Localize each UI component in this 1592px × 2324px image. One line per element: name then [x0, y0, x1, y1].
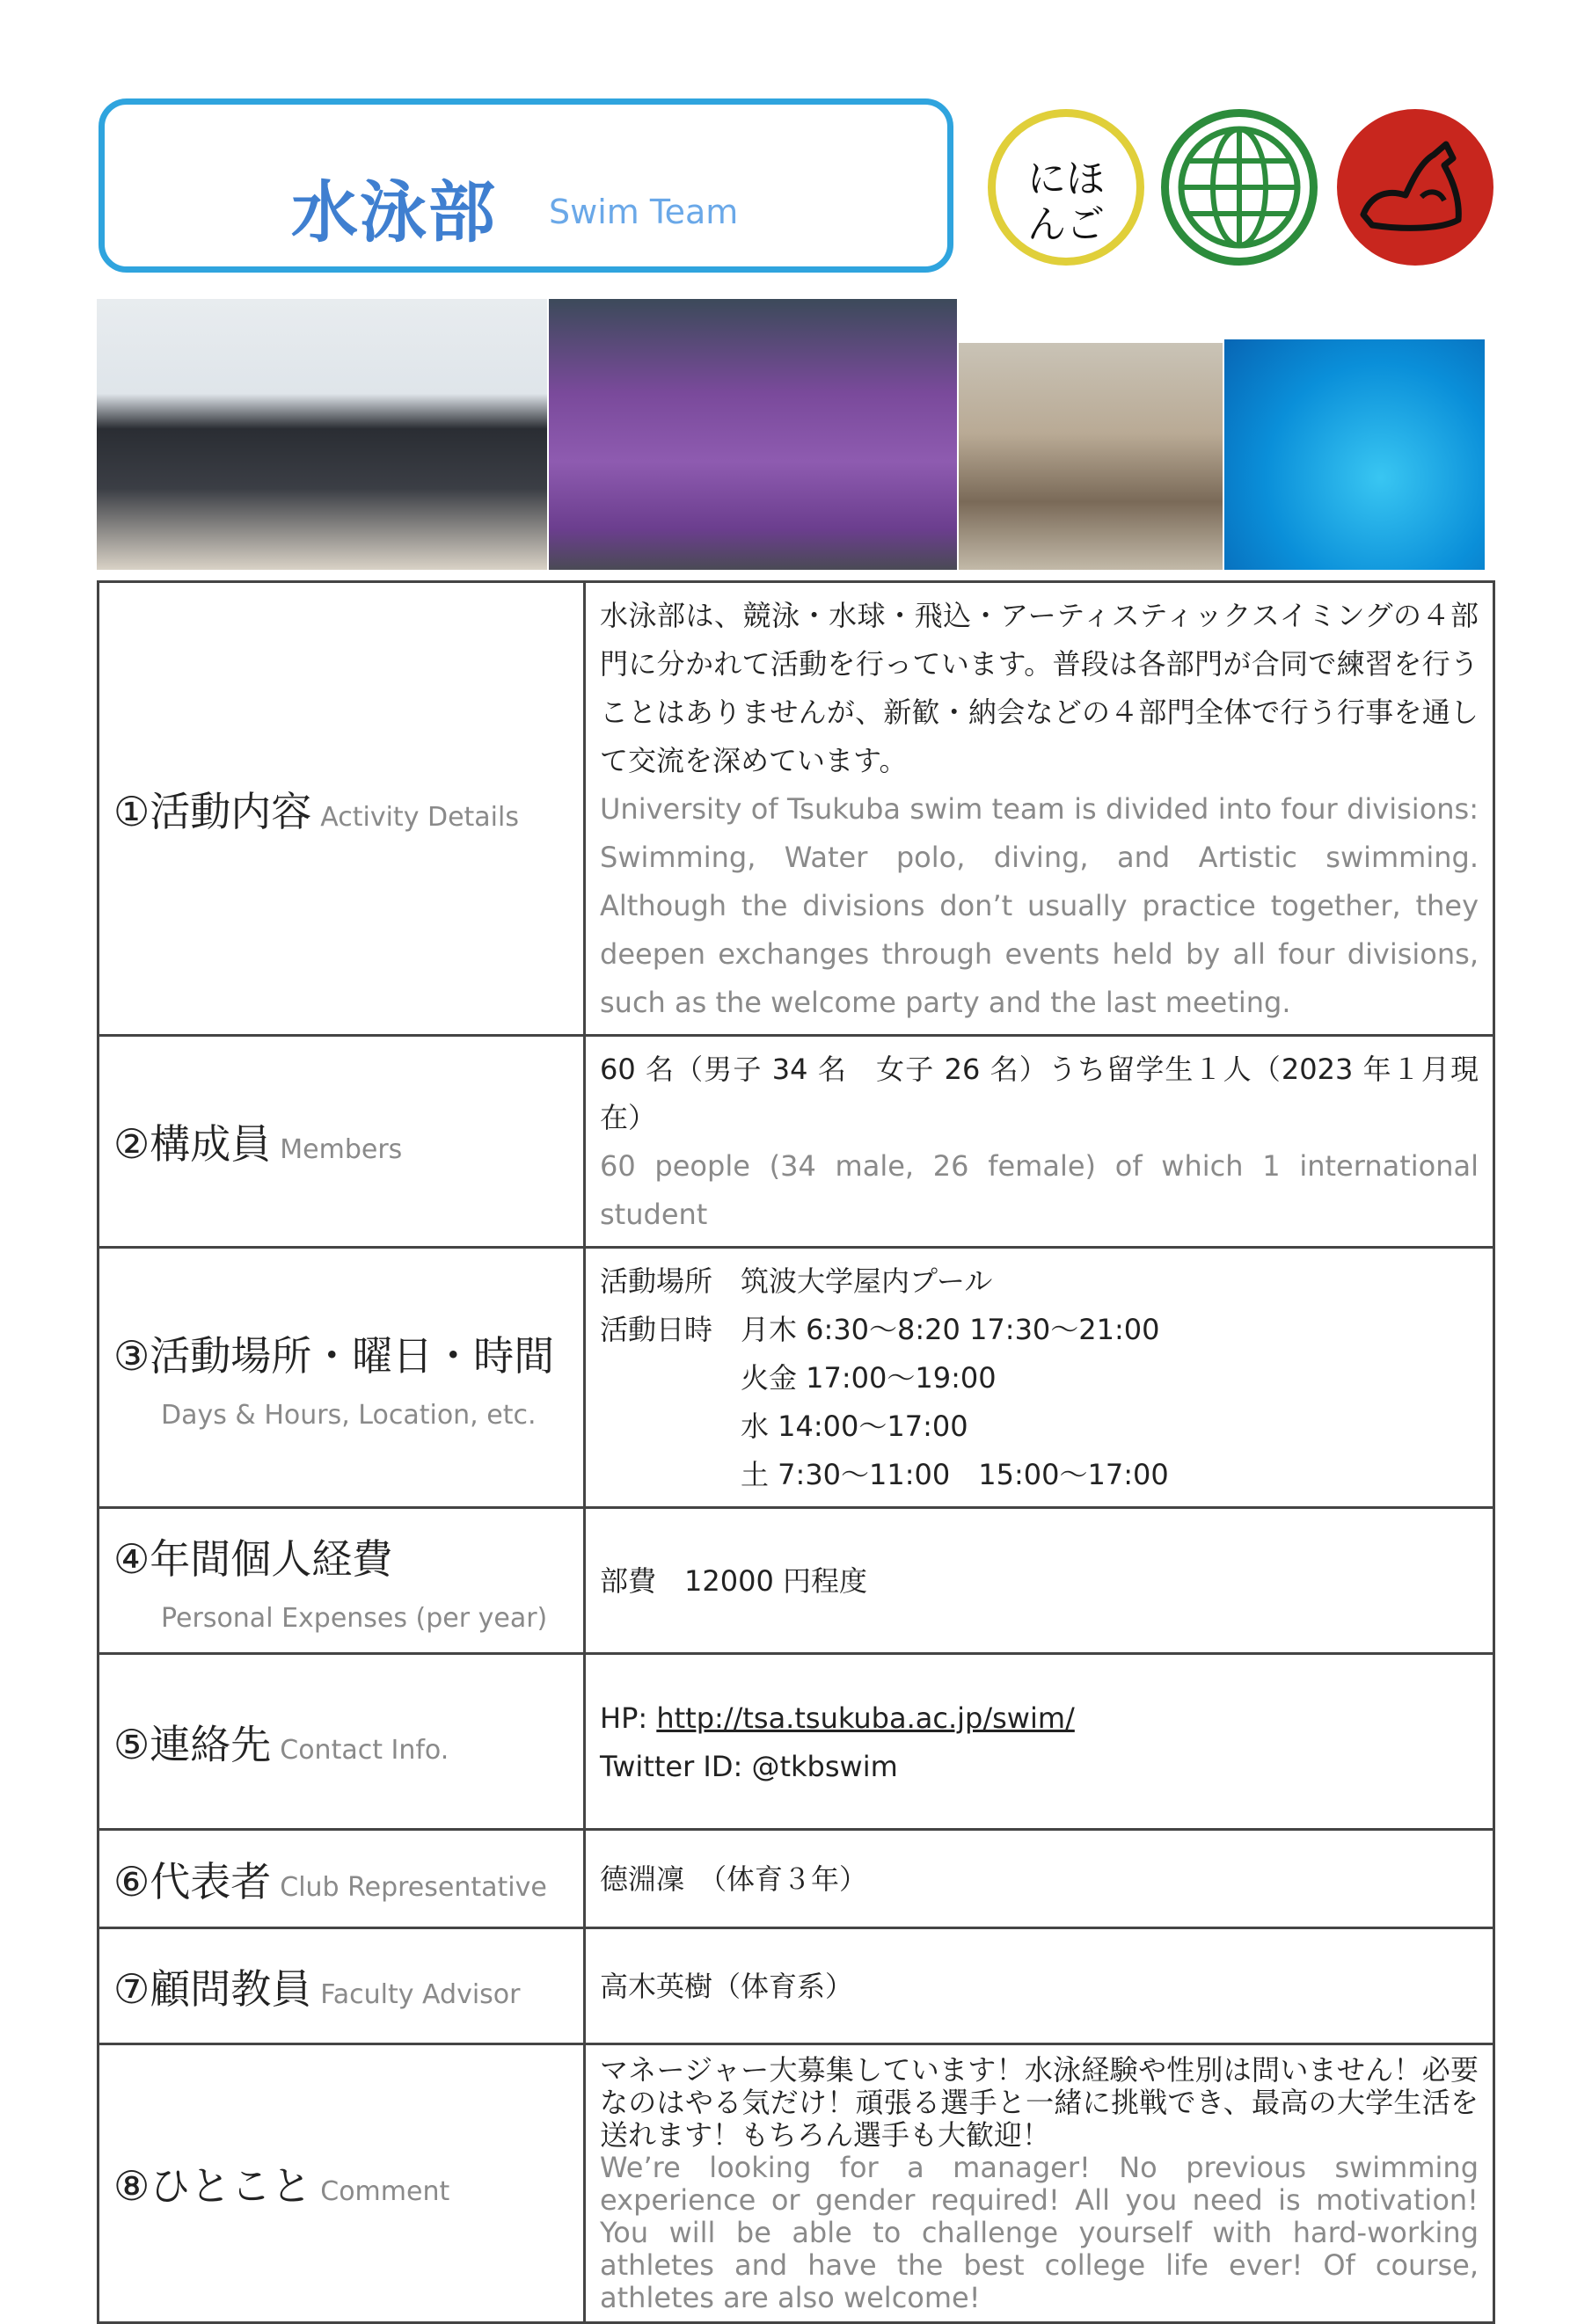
label-en: Personal Expenses (per year)	[161, 1603, 548, 1634]
label-ja: ⑧ひとこと	[113, 2162, 312, 2210]
content-cell	[585, 1248, 1494, 1508]
row-expenses	[99, 1508, 1494, 1654]
label-cell	[99, 1654, 585, 1830]
label-ja: ①活動内容	[113, 787, 312, 835]
advisor-text: 高木英樹（体育系）	[600, 1970, 854, 2003]
label-en: Faculty Advisor	[320, 1978, 521, 2010]
content-cell	[585, 1654, 1494, 1830]
label-en: Days & Hours, Location, etc.	[161, 1400, 537, 1431]
representative-text: 德淵凜 （体育３年）	[600, 1862, 868, 1896]
comment-text-ja: マネージャー大募集しています！水泳経験や性別は問いません！必要なのはやる気だけ！頑張る選手と一緒に挑戦でき、最高の大学生活を送れます！もちろん選手も大歓迎！	[600, 2053, 1479, 2152]
row-members	[99, 1036, 1494, 1248]
schedule-line: 土 7:30～11:00 15:00～17:00	[741, 1458, 1169, 1491]
content-cell	[585, 1928, 1494, 2044]
label-cell	[99, 1928, 585, 2044]
label-en: Comment	[320, 2176, 450, 2207]
artistic-swimming-photo	[1224, 339, 1485, 570]
label-en: Activity Details	[320, 801, 519, 833]
badge-text-2: んご	[1027, 202, 1105, 247]
badge-text-1: にほ	[1027, 157, 1105, 201]
contact-twitter: Twitter ID: @tkbswim	[600, 1749, 898, 1783]
muscle-arm-icon	[1337, 109, 1493, 266]
label-ja: ⑥代表者	[113, 1857, 272, 1905]
schedule-line: 活動日時 月木 6:30～8:20 17:30～21:00	[600, 1313, 1160, 1346]
label-ja: ④年間個人経費	[113, 1535, 393, 1583]
row-advisor	[99, 1928, 1494, 2044]
row-contact	[99, 1654, 1494, 1830]
diving-photo	[959, 343, 1223, 570]
content-cell	[585, 1830, 1494, 1928]
label-en: Contact Info.	[280, 1734, 449, 1766]
content-cell	[585, 582, 1494, 1036]
label-cell	[99, 2044, 585, 2323]
globe-icon	[1161, 109, 1318, 266]
label-cell	[99, 1248, 585, 1508]
row-schedule	[99, 1248, 1494, 1508]
hp-label: HP:	[600, 1701, 657, 1735]
info-table	[97, 580, 1508, 2324]
hp-link[interactable]: http://tsa.tsukuba.ac.jp/swim/	[656, 1701, 1075, 1735]
activity-text-en: University of Tsukuba swim team is divided into four divisions: Swimming, Water polo, diving, and Artistic swimming. Although the divisions don’t usually practice together, they deepen exchanges through events held by all four divisions, such as the welcome party and the last meeting.	[600, 792, 1479, 1019]
schedule-line: 水 14:00～17:00	[741, 1410, 968, 1443]
japanese-language-icon	[988, 109, 1144, 266]
page-title: 水泳部	[291, 173, 497, 251]
row-activity	[99, 582, 1494, 1036]
label-cell	[99, 1036, 585, 1248]
schedule-line: 火金 17:00～19:00	[741, 1361, 997, 1395]
water-polo-team-photo	[549, 299, 957, 570]
label-en: Club Representative	[280, 1871, 547, 1903]
page-subtitle: Swim Team	[549, 193, 739, 231]
activity-text-ja: 水泳部は、競泳・水球・飛込・アーティスティックスイミングの４部門に分かれて活動を行っています。普段は各部門が合同で練習を行うことはありませんが、新歓・納会などの４部門全体で行う行事を通して交流を深めています。	[600, 599, 1479, 777]
label-ja: ⑦顧問教員	[113, 1964, 312, 2013]
contact-hp	[600, 1694, 1479, 1743]
team-group-photo	[97, 299, 547, 570]
content-cell	[585, 1036, 1494, 1248]
label-ja: ②構成員	[113, 1120, 272, 1168]
label-ja: ③活動場所・曜日・時間	[113, 1332, 555, 1380]
content-cell	[585, 2044, 1508, 2323]
label-cell	[99, 1508, 585, 1654]
members-text-ja: 60 名（男子 34 名 女子 26 名）うち留学生１人（2023 年１月現在）	[600, 1053, 1479, 1134]
comment-text-en: We’re looking for a manager! No previous swimming experience or gender required! All you need is motivation! You will be able to challenge yourself with hard-working athletes and have the best college life ever! Of course, athletes are also welcome!	[600, 2151, 1508, 2314]
members-text-en: 60 people (34 male, 26 female) of which 1 international student	[600, 1149, 1479, 1231]
expenses-text: 部費 12000 円程度	[600, 1564, 867, 1598]
row-comment	[99, 2044, 1494, 2323]
label-cell	[99, 1830, 585, 1928]
schedule-line: 活動場所 筑波大学屋内プール	[600, 1264, 993, 1298]
content-cell	[585, 1508, 1494, 1654]
label-en: Members	[280, 1134, 403, 1165]
label-cell	[99, 582, 585, 1036]
title-box	[99, 98, 953, 273]
label-ja: ⑤連絡先	[113, 1720, 272, 1768]
row-representative	[99, 1830, 1494, 1928]
